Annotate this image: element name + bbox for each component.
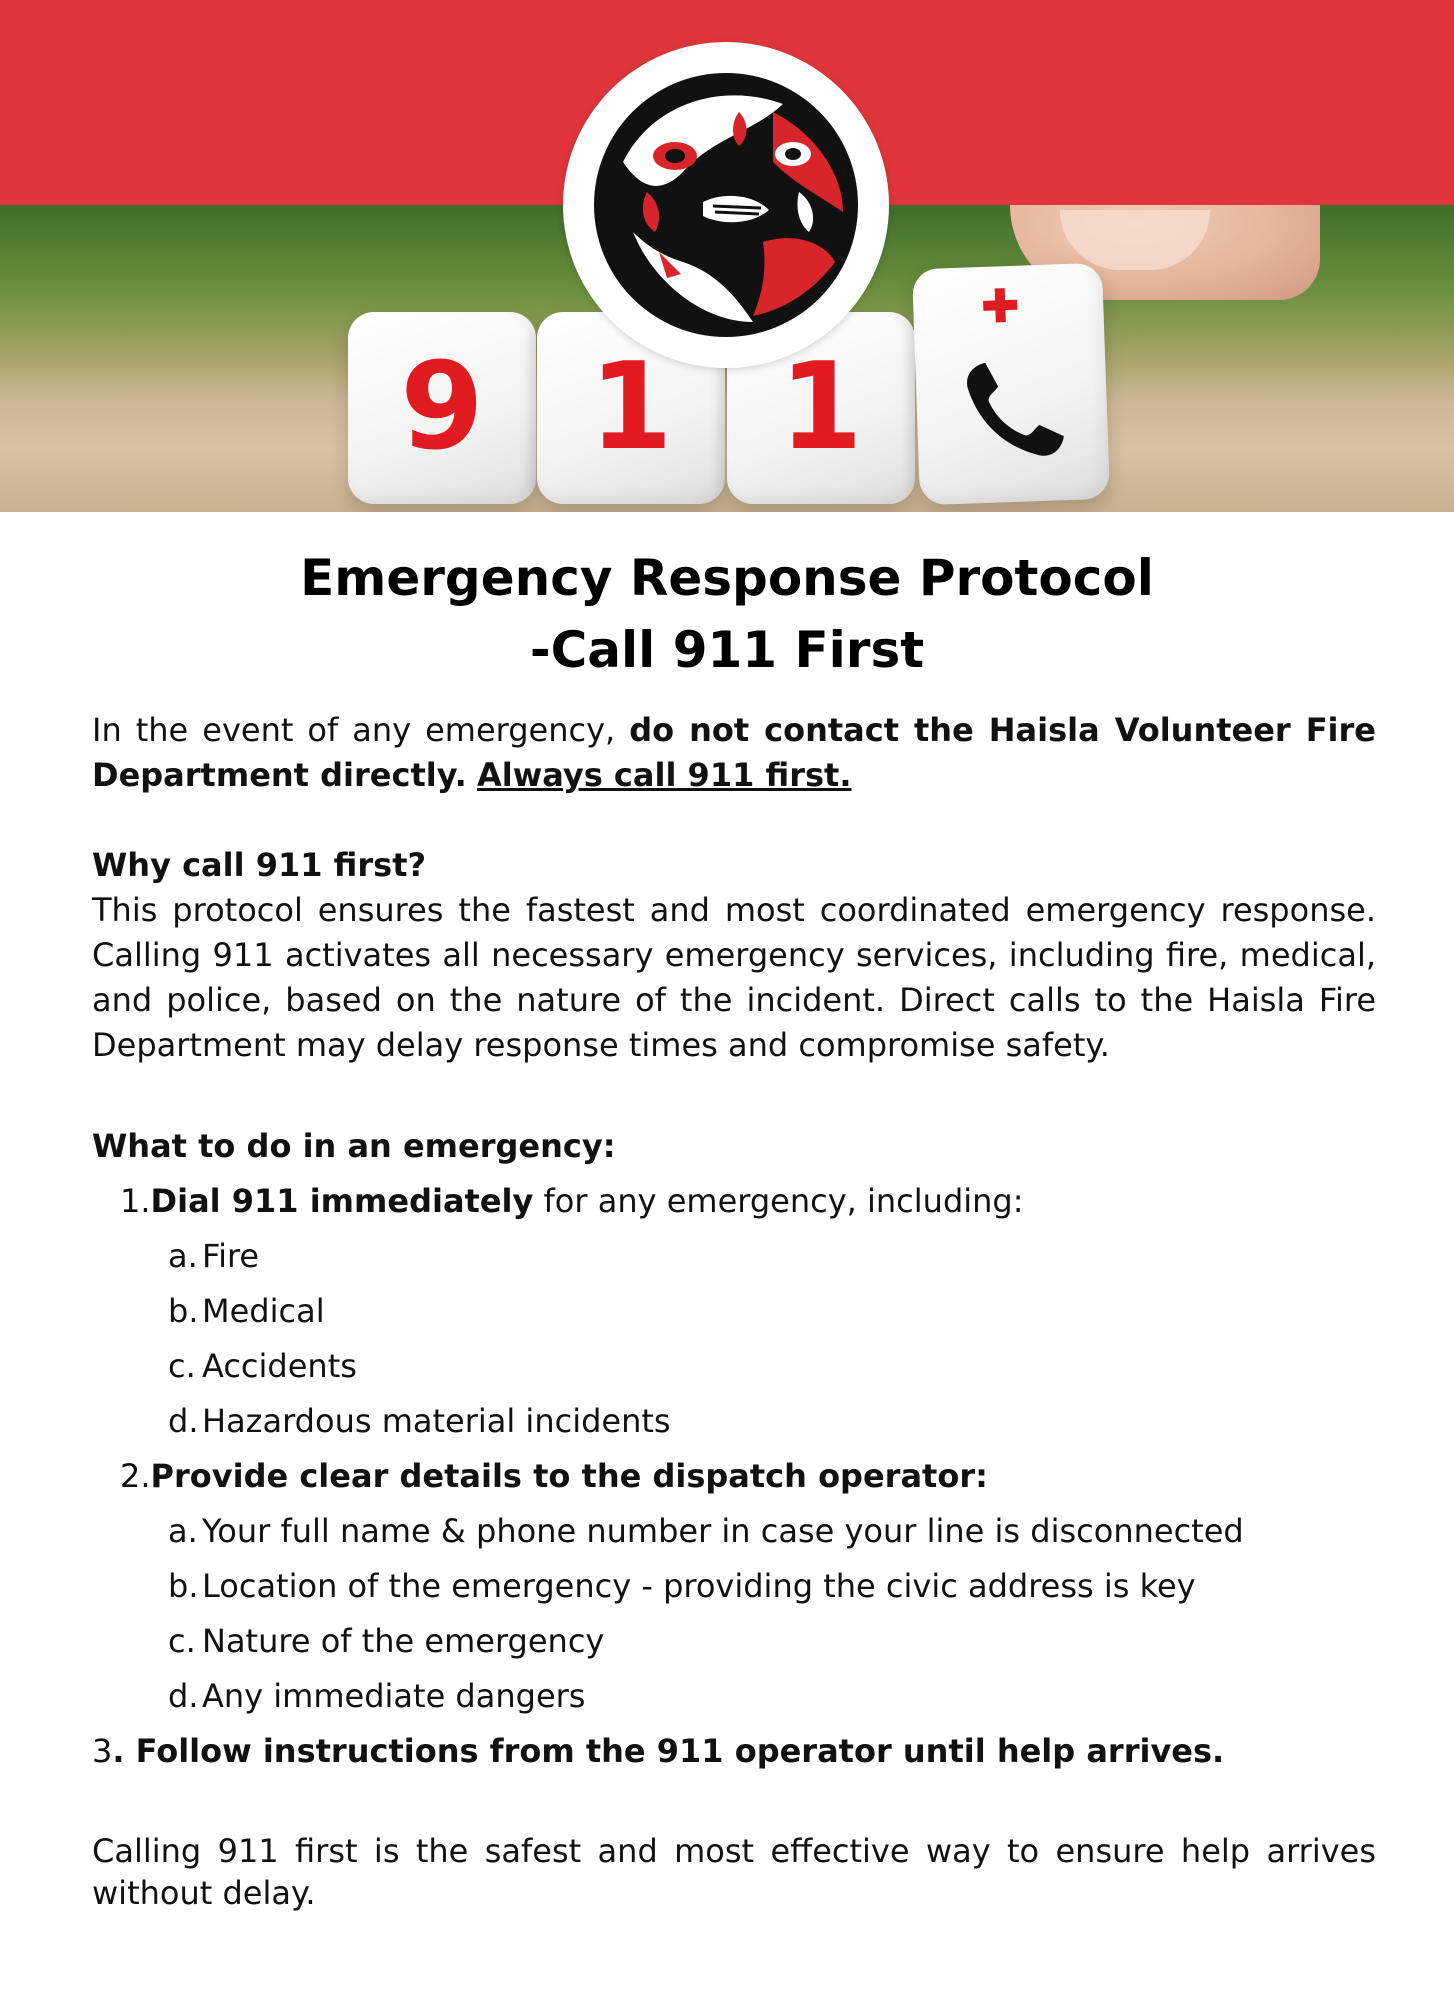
list-item <box>92 1234 1376 1279</box>
step-2-bold: Provide clear details to the dispatch operator: <box>150 1457 988 1495</box>
sub-letter: b. <box>168 1292 199 1330</box>
title-line-1: Emergency Response Protocol <box>300 549 1154 607</box>
die-phone-face <box>912 263 1110 505</box>
sub-letter: c. <box>168 1622 196 1660</box>
intro-underline: Always call 911 first. <box>476 756 852 794</box>
intro-bold: do not contact the Haisla Volunteer Fire Department directly. <box>92 711 1377 794</box>
step-1-rest: for any emergency, including: <box>533 1182 1024 1220</box>
die-digit: 9 <box>400 338 484 477</box>
title-line-2: -Call 911 First <box>529 621 925 679</box>
sub-letter: a. <box>168 1237 198 1275</box>
step-number: 2. <box>120 1457 151 1495</box>
sub-text: Your full name & phone number in case your line is disconnected <box>202 1512 1244 1550</box>
list-item <box>92 1344 1376 1389</box>
plus-icon <box>983 288 1018 323</box>
sub-text: Location of the emergency - providing the civic address is key <box>202 1567 1196 1605</box>
sub-text: Accidents <box>202 1347 357 1385</box>
why-heading: Why call 911 first? <box>92 846 427 884</box>
sub-text: Hazardous material incidents <box>202 1402 671 1440</box>
hero-banner <box>0 0 1454 512</box>
sub-letter: d. <box>168 1677 199 1715</box>
step-number: 1. <box>120 1182 151 1220</box>
phone-icon <box>966 360 1064 458</box>
protocol-content <box>0 708 1454 1914</box>
sub-letter: d. <box>168 1402 199 1440</box>
page-title <box>0 542 1454 686</box>
step-2 <box>92 1454 1376 1499</box>
sub-letter: b. <box>168 1567 199 1605</box>
step-1-bold: Dial 911 immediately <box>150 1182 534 1220</box>
sub-text: Medical <box>202 1292 325 1330</box>
list-item <box>92 1619 1376 1664</box>
step-3-bold: . Follow instructions from the 911 operator until help arrives. <box>112 1732 1225 1770</box>
list-item <box>92 1674 1376 1719</box>
die-phone <box>912 263 1110 505</box>
steps-heading: What to do in an emergency: <box>92 1127 616 1165</box>
list-item <box>92 1564 1376 1609</box>
closing-paragraph: Calling 911 first is the safest and most effective way to ensure help arrives without delay. <box>92 1832 1376 1912</box>
die-9 <box>348 312 536 504</box>
list-item <box>92 1399 1376 1444</box>
list-item <box>92 1509 1376 1554</box>
intro-lead: In the event of any emergency, <box>92 711 630 749</box>
sub-text: Any immediate dangers <box>202 1677 586 1715</box>
sub-text: Nature of the emergency <box>202 1622 605 1660</box>
logo-art <box>563 42 889 368</box>
haisla-formline-logo <box>563 42 889 368</box>
sub-text: Fire <box>202 1237 260 1275</box>
sub-letter: a. <box>168 1512 198 1550</box>
die-digit: 1 <box>779 338 863 477</box>
step-1 <box>92 1179 1376 1224</box>
intro-paragraph <box>92 708 1376 798</box>
list-item <box>92 1289 1376 1334</box>
why-body: This protocol ensures the fastest and most coordinated emergency response. Calling 911 activates all necessary emergency services, including fire, medical, and police, based on the nature of the incident. Direct calls to the Haisla Fire Department may delay response times and compromise safety. <box>92 891 1376 1064</box>
die-digit: 1 <box>589 338 673 477</box>
step-3 <box>92 1729 1376 1774</box>
sub-letter: c. <box>168 1347 196 1385</box>
step-number: 3 <box>92 1732 113 1770</box>
